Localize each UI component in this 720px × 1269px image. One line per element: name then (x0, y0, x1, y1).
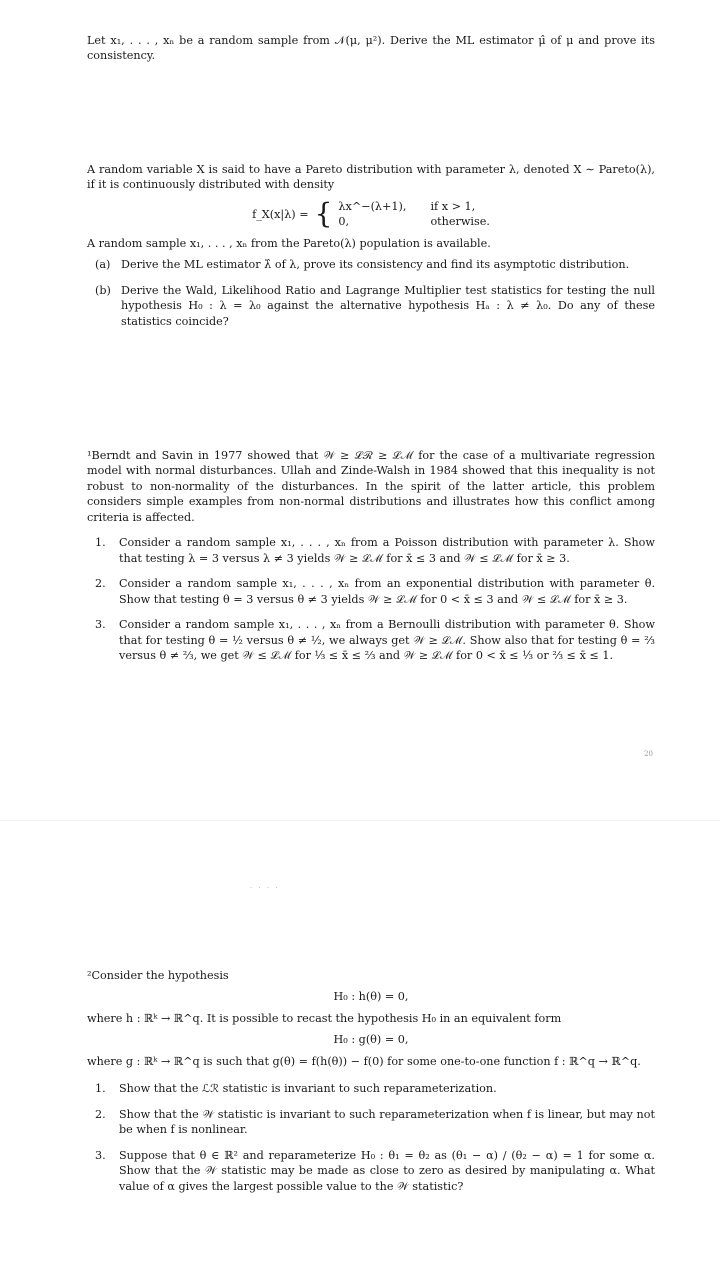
item-text: Show that the 𝒲 statistic is invariant to such reparameterization when f is linear, but may not be when f is nonlinear. (119, 1107, 655, 1137)
left-brace: { (314, 197, 333, 231)
problem-1 (87, 33, 655, 64)
item-text: Consider a random sample x₁, . . . , xₙ from a Bernoulli distribution with parameter θ. Show that for testing θ = ½ versus θ ≠ ½, we always get 𝒲 ≥ ℒℳ. Show also that for testing θ = ⅔ versus θ ≠ ⅔, we get 𝒲 ≤ ℒℳ for ⅓ ≤ x̄ ≤ ⅔ and 𝒲 ≥ ℒℳ for 0 < x̄ ≤ ⅓ or ⅔ ≤ x̄ ≤ 1. (119, 618, 655, 662)
case1-condition: if x > 1, (430, 199, 476, 213)
pareto-sample: A random sample x₁, . . . , xₙ from the Pareto(λ) population is available. (87, 236, 491, 250)
hypothesis-intro: ²Consider the hypothesis (87, 969, 229, 982)
problem-2 (87, 162, 655, 339)
item-text: Show that the ℒℛ statistic is invariant to such reparameterization. (119, 1082, 497, 1096)
problem-3-items (87, 535, 655, 663)
list-item (87, 283, 655, 329)
problem-3 (87, 448, 655, 673)
item-number: 1. (95, 536, 106, 550)
case1-value: λx^−(λ+1), (338, 199, 407, 213)
item-number: 3. (95, 618, 106, 632)
item-number: 2. (95, 577, 106, 591)
problem-4 (87, 968, 655, 1204)
case2-condition: otherwise. (430, 215, 490, 229)
part-label: (a) (95, 258, 111, 272)
faint-mark: · · · · (250, 884, 280, 892)
part-text: Derive the Wald, Likelihood Ratio and Lagrange Multiplier test statistics for testing the null hypothesis H₀ : λ = λ₀ against the alternative hypothesis Hₐ : λ ≠ λ₀. Do any of these statistics coincide? (121, 283, 655, 328)
problem-4-items (87, 1081, 655, 1194)
g-definition: where g : ℝᵏ → ℝ^q is such that g(θ) = f(h(θ)) − f(0) for some one-to-one function f : ℝ^q → ℝ^q. (87, 1054, 641, 1068)
list-item (87, 535, 655, 566)
pareto-density (87, 199, 655, 230)
pareto-parts (87, 257, 655, 329)
problem-1-text: Let x₁, . . . , xₙ be a random sample from 𝒩(μ, μ²). Derive the ML estimator μ̂ of μ and prove its consistency. (87, 34, 655, 63)
item-number: 3. (95, 1148, 106, 1162)
list-item (87, 257, 655, 272)
equation-g: H₀ : g(θ) = 0, (333, 1033, 409, 1047)
item-number: 2. (95, 1107, 106, 1121)
list-item (87, 617, 655, 663)
density-cases (338, 199, 490, 230)
page-number: 20 (644, 750, 653, 758)
equation-h: H₀ : h(θ) = 0, (333, 990, 409, 1004)
part-label: (b) (95, 283, 111, 297)
list-item (87, 576, 655, 607)
recast-text: where h : ℝᵏ → ℝ^q. It is possible to recast the hypothesis H₀ in an equivalent form (87, 1011, 562, 1025)
part-text: Derive the ML estimator λ̂ of λ, prove its consistency and find its asymptotic distribution. (121, 258, 630, 272)
item-text: Consider a random sample x₁, . . . , xₙ from an exponential distribution with parameter θ. Show that testing θ = 3 versus θ ≠ 3 yields 𝒲 ≥ ℒℳ for 0 < x̄ ≤ 3 and 𝒲 ≤ ℒℳ for x̄ ≥ 3. (119, 577, 655, 606)
item-text: Consider a random sample x₁, . . . , xₙ from a Poisson distribution with parameter λ. Show that testing λ = 3 versus λ ≠ 3 yields 𝒲 ≥ ℒℳ for x̄ ≤ 3 and 𝒲 ≤ ℒℳ for x̄ ≥ 3. (119, 536, 655, 565)
case2-value: 0, (338, 215, 350, 229)
item-text: Suppose that θ ∈ ℝ² and reparameterize H₀ : θ₁ = θ₂ as (θ₁ − α) / (θ₂ − α) = 1 for some α. Show that the 𝒲 statistic may be made as close to zero as desired by manipulating α. What value of α gives the largest possible value to the 𝒲 statistic? (119, 1148, 655, 1193)
list-item (87, 1107, 655, 1138)
density-lhs: f_X(x|λ) = (252, 207, 309, 221)
list-item (87, 1081, 655, 1096)
item-number: 1. (95, 1082, 106, 1096)
pareto-intro: A random variable X is said to have a Pareto distribution with parameter λ, denoted X ∼ Pareto(λ), if it is continuously distributed with density (87, 163, 655, 192)
page-divider (0, 820, 720, 821)
berndt-savin-intro: ¹Berndt and Savin in 1977 showed that 𝒲 ≥ ℒℛ ≥ ℒℳ for the case of a multivariate regression model with normal disturbances. Ullah and Zinde-Walsh in 1984 showed that this inequality is not robust to non-normality of the disturbances. In the spirit of the latter article, this problem considers simple examples from non-normal distributions and illustrates how this conflict among criteria is affected. (87, 449, 655, 524)
list-item (87, 1148, 655, 1194)
